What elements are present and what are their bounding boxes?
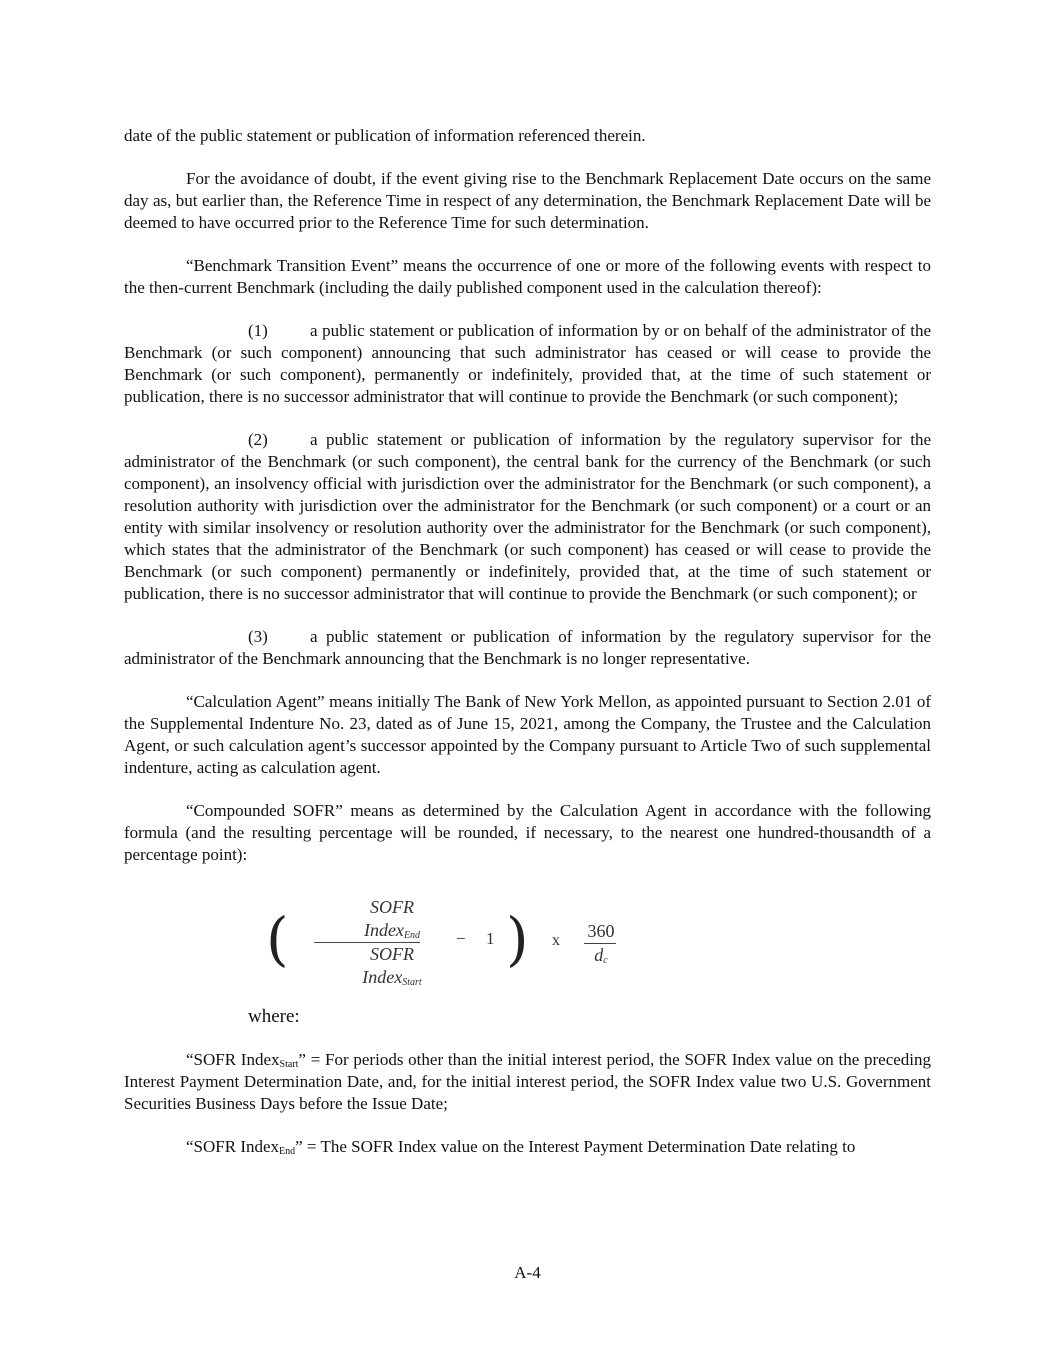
- list-item-1: [124, 320, 931, 408]
- paragraph-benchmark-transition-event: “Benchmark Transition Event” means the occurrence of one or more of the following events with respect to the then-current Benchmark (including the daily published component used in the calculation thereof):: [124, 256, 931, 297]
- list-item-number: (2): [248, 430, 268, 449]
- paragraph-sofr-index-start: “SOFR Index$_{Start}$” = For periods other than the initial interest period, the SOFR Index value on the preceding Interest Payment Determination Date, and, for the initial interest period, the SOFR Index value two U.S. Government Securities Business Days before the Issue Date;: [124, 1050, 932, 1113]
- list-item-text: a public statement or publication of information by the regulatory supervisor for the administrator of the Benchmark (or such component), the central bank for the currency of the Benchmark (or such component), an insolvency official with jurisdiction over the administrator for the Benchmark (or such component), a resolution authority with jurisdiction over the administrator for the Benchmark (or such component) or a court or an entity with similar insolvency or resolution authority over the administrator for the Benchmark (or such component), which states that the administrator of the Benchmark (or such component) has ceased or will cease to provide the Benchmark (or such component) permanently or indefinitely, provided that, at the time of such statement or publication, there is no successor administrator that will continue to provide the Benchmark (or such component); or: [124, 430, 931, 603]
- formula-one: 1: [486, 929, 495, 948]
- document-body: [124, 125, 931, 1179]
- paragraph-continuation: date of the public statement or publication of information referenced therein.: [124, 126, 646, 145]
- formula-numerator-sofr: SOFR: [370, 897, 414, 917]
- formula-numerator-index: Index$_{End}$: [363, 920, 421, 941]
- page-number: A-4: [514, 1263, 541, 1282]
- paragraph-avoidance-of-doubt: For the avoidance of doubt, if the event giving rise to the Benchmark Replacement Date occurs on the same day as, but earlier than, the Reference Time in respect of any determination, the Benchmark Replacement Date will be deemed to have occurred prior to the Reference Time for such determination.: [124, 169, 931, 232]
- formula-left-paren: (: [266, 905, 289, 973]
- formula-360: 360: [587, 921, 615, 941]
- formula-dc: $d_c$: [594, 945, 608, 966]
- formula-denominator-sofr: SOFR: [370, 944, 414, 964]
- where-label: where:: [248, 1006, 300, 1027]
- list-item-text: a public statement or publication of information by the regulatory supervisor for the administrator of the Benchmark announcing that the Benchmark is no longer representative.: [124, 627, 931, 668]
- formula-minus: −: [456, 929, 466, 948]
- formula-denominator-index: Index$_{Start}$: [362, 967, 422, 988]
- compounded-sofr-formula: [124, 866, 931, 1006]
- paragraph-sofr-index-end: “SOFR Index$_{End}$” = The SOFR Index value on the Interest Payment Determination Date relating to: [186, 1137, 856, 1157]
- list-item-number: (3): [248, 627, 268, 646]
- paragraph-compounded-sofr: “Compounded SOFR” means as determined by the Calculation Agent in accordance with the following formula (and the resulting percentage will be rounded, if necessary, to the nearest one hundred-thousandth of a percentage point):: [124, 801, 931, 864]
- formula-times: x: [552, 932, 560, 949]
- list-item-number: (1): [248, 321, 268, 340]
- list-item-2: [124, 429, 931, 605]
- paragraph-calculation-agent: “Calculation Agent” means initially The Bank of New York Mellon, as appointed pursuant to Section 2.01 of the Supplemental Indenture No. 23, dated as of June 15, 2021, among the Company, the Trustee and the Calculation Agent, or such calculation agent’s successor appointed by the Company pursuant to Article Two of such supplemental indenture, acting as calculation agent.: [124, 692, 931, 777]
- list-item-text: a public statement or publication of information by or on behalf of the administrator of the Benchmark (or such component) announcing that such administrator has ceased or will cease to provide the Benchmark (or such component), permanently or indefinitely, provided that, at the time of such statement or publication, there is no successor administrator that will continue to provide the Benchmark (or such component);: [124, 321, 931, 406]
- list-item-3: [124, 626, 931, 670]
- formula-right-paren: ): [506, 905, 529, 973]
